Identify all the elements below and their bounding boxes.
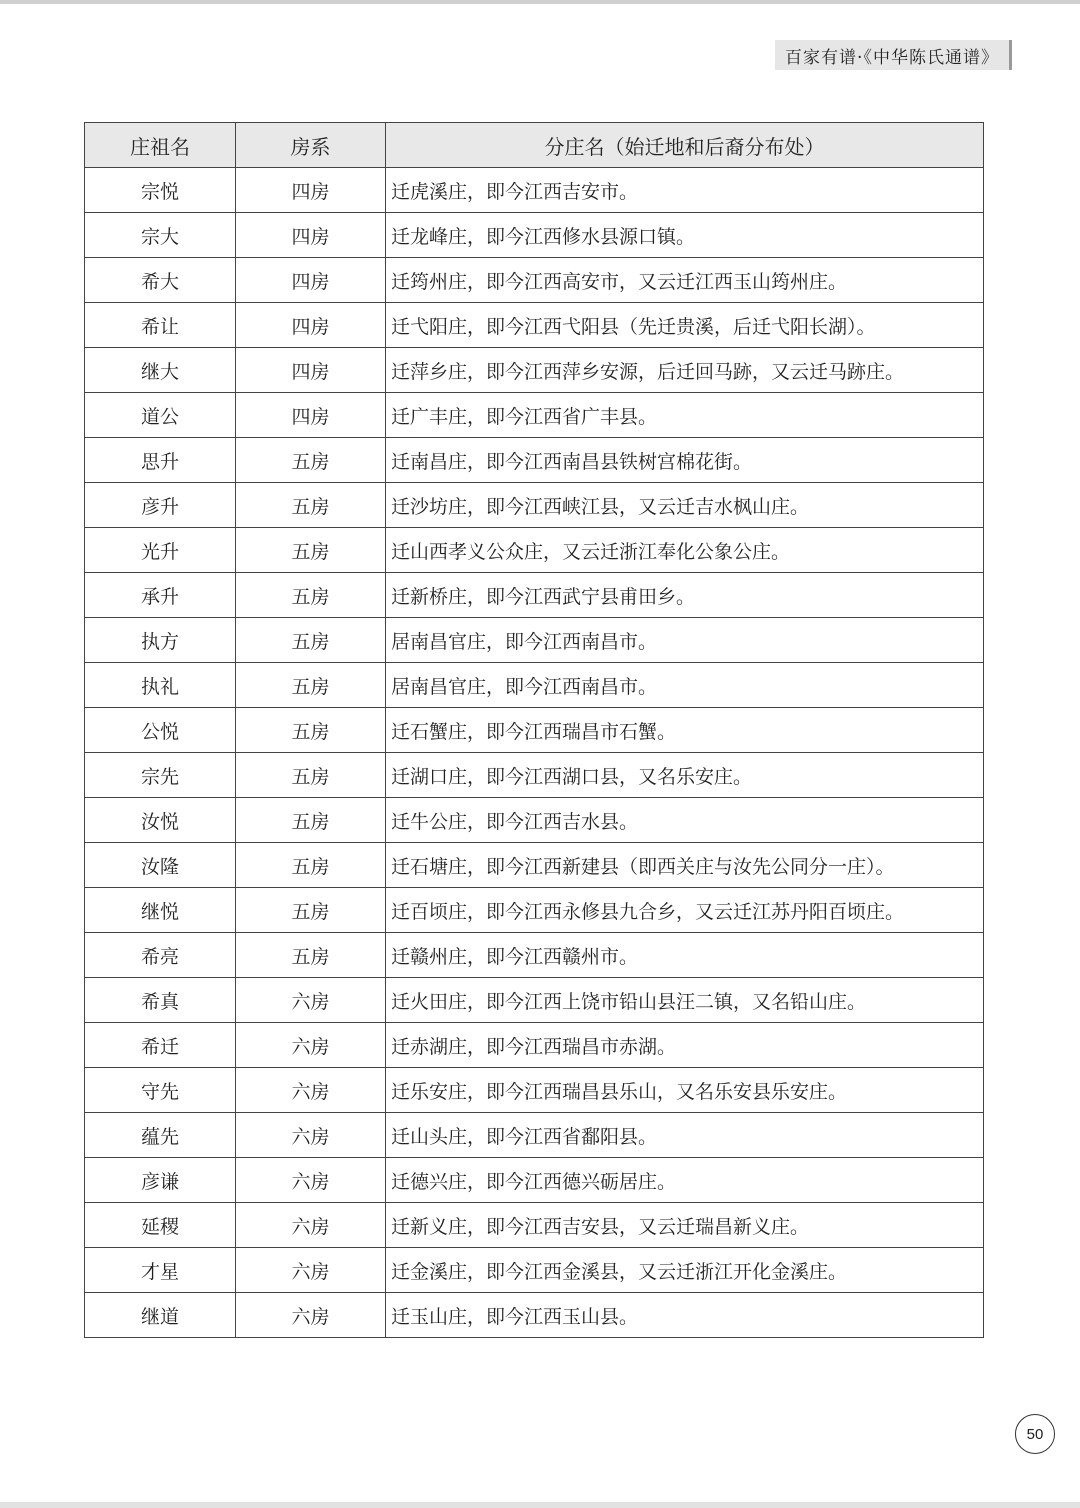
settlement-cell: 迁萍乡庄，即今江西萍乡安源，后迁回马跡，又云迁马跡庄。 (386, 348, 984, 393)
settlement-cell: 迁龙峰庄，即今江西修水县源口镇。 (386, 213, 984, 258)
ancestor-name-cell: 汝隆 (85, 843, 236, 888)
running-header-title: 百家有谱·《中华陈氏通谱》 (785, 47, 999, 68)
settlement-cell: 迁广丰庄，即今江西省广丰县。 (386, 393, 984, 438)
ancestor-name-cell: 希真 (85, 978, 236, 1023)
table-body (85, 168, 984, 1338)
ancestor-name-cell: 承升 (85, 573, 236, 618)
ancestor-name-cell: 希大 (85, 258, 236, 303)
table-row (85, 933, 984, 978)
settlement-cell: 居南昌官庄，即今江西南昌市。 (386, 618, 984, 663)
settlement-cell: 居南昌官庄，即今江西南昌市。 (386, 663, 984, 708)
settlement-cell: 迁赣州庄，即今江西赣州市。 (386, 933, 984, 978)
table-row (85, 213, 984, 258)
ancestor-name-cell: 继大 (85, 348, 236, 393)
ancestor-name-cell: 希迁 (85, 1023, 236, 1068)
branch-cell: 六房 (236, 1248, 386, 1293)
branch-cell: 四房 (236, 168, 386, 213)
ancestor-name-cell: 道公 (85, 393, 236, 438)
running-header (775, 40, 1012, 70)
table-row (85, 258, 984, 303)
table-row (85, 573, 984, 618)
settlement-cell: 迁金溪庄，即今江西金溪县，又云迁浙江开化金溪庄。 (386, 1248, 984, 1293)
branch-cell: 四房 (236, 348, 386, 393)
branch-cell: 五房 (236, 438, 386, 483)
ancestor-name-cell: 继悦 (85, 888, 236, 933)
branch-cell: 五房 (236, 933, 386, 978)
settlement-cell: 迁石塘庄，即今江西新建县（即西关庄与汝先公同分一庄）。 (386, 843, 984, 888)
settlement-cell: 迁石蟹庄，即今江西瑞昌市石蟹。 (386, 708, 984, 753)
settlement-cell: 迁赤湖庄，即今江西瑞昌市赤湖。 (386, 1023, 984, 1068)
branch-cell: 五房 (236, 573, 386, 618)
branch-cell: 五房 (236, 843, 386, 888)
settlement-cell: 迁火田庄，即今江西上饶市铅山县汪二镇，又名铅山庄。 (386, 978, 984, 1023)
table-row (85, 393, 984, 438)
branch-cell: 五房 (236, 798, 386, 843)
branch-cell: 六房 (236, 1023, 386, 1068)
branch-cell: 五房 (236, 888, 386, 933)
branch-cell: 六房 (236, 1158, 386, 1203)
ancestor-name-cell: 才星 (85, 1248, 236, 1293)
branch-cell: 五房 (236, 528, 386, 573)
branch-cell: 六房 (236, 978, 386, 1023)
branch-cell: 六房 (236, 1293, 386, 1338)
settlement-cell: 迁筠州庄，即今江西高安市，又云迁江西玉山筠州庄。 (386, 258, 984, 303)
table-row (85, 483, 984, 528)
ancestor-name-cell: 继道 (85, 1293, 236, 1338)
ancestor-name-cell: 思升 (85, 438, 236, 483)
table-row (85, 303, 984, 348)
settlement-cell: 迁乐安庄，即今江西瑞昌县乐山，又名乐安县乐安庄。 (386, 1068, 984, 1113)
table-row (85, 438, 984, 483)
branch-cell: 五房 (236, 708, 386, 753)
settlement-cell: 迁虎溪庄，即今江西吉安市。 (386, 168, 984, 213)
ancestor-name-cell: 执礼 (85, 663, 236, 708)
table-row (85, 753, 984, 798)
ancestor-name-cell: 守先 (85, 1068, 236, 1113)
ancestor-name-cell: 彦升 (85, 483, 236, 528)
ancestor-name-cell: 蕴先 (85, 1113, 236, 1158)
ancestor-name-cell: 光升 (85, 528, 236, 573)
scan-top-edge (0, 0, 1080, 4)
column-header-settlement: 分庄名（始迁地和后裔分布处） (386, 123, 984, 168)
ancestor-name-cell: 宗先 (85, 753, 236, 798)
table-row (85, 1203, 984, 1248)
settlement-cell: 迁牛公庄，即今江西吉水县。 (386, 798, 984, 843)
page-number-badge (1015, 1414, 1055, 1454)
settlement-cell: 迁玉山庄，即今江西玉山县。 (386, 1293, 984, 1338)
column-header-ancestor: 庄祖名 (85, 123, 236, 168)
branch-cell: 五房 (236, 663, 386, 708)
table-row (85, 1068, 984, 1113)
branch-cell: 六房 (236, 1068, 386, 1113)
ancestor-name-cell: 宗悦 (85, 168, 236, 213)
table-row (85, 1113, 984, 1158)
table-row (85, 888, 984, 933)
ancestor-name-cell: 希让 (85, 303, 236, 348)
table-row (85, 1248, 984, 1293)
settlement-cell: 迁百顷庄，即今江西永修县九合乡，又云迁江苏丹阳百顷庄。 (386, 888, 984, 933)
branch-cell: 四房 (236, 303, 386, 348)
branch-cell: 五房 (236, 483, 386, 528)
table-row (85, 348, 984, 393)
table-row (85, 1158, 984, 1203)
ancestor-name-cell: 希亮 (85, 933, 236, 978)
table-row (85, 798, 984, 843)
ancestor-name-cell: 执方 (85, 618, 236, 663)
ancestor-name-cell: 延稷 (85, 1203, 236, 1248)
table-row (85, 978, 984, 1023)
ancestor-name-cell: 彦谦 (85, 1158, 236, 1203)
table-row (85, 663, 984, 708)
table-row (85, 843, 984, 888)
branch-cell: 四房 (236, 393, 386, 438)
branch-cell: 四房 (236, 213, 386, 258)
ancestor-name-cell: 汝悦 (85, 798, 236, 843)
table-row (85, 528, 984, 573)
settlement-cell: 迁南昌庄，即今江西南昌县铁树宫棉花街。 (386, 438, 984, 483)
branch-cell: 四房 (236, 258, 386, 303)
branch-cell: 五房 (236, 753, 386, 798)
settlement-cell: 迁山头庄，即今江西省鄱阳县。 (386, 1113, 984, 1158)
scan-bottom-edge (0, 1502, 1080, 1508)
table-row (85, 168, 984, 213)
settlement-cell: 迁湖口庄，即今江西湖口县，又名乐安庄。 (386, 753, 984, 798)
branch-cell: 五房 (236, 618, 386, 663)
column-header-branch: 房系 (236, 123, 386, 168)
settlement-cell: 迁德兴庄，即今江西德兴砺居庄。 (386, 1158, 984, 1203)
table-row (85, 708, 984, 753)
branch-cell: 六房 (236, 1113, 386, 1158)
branch-settlement-table (84, 122, 984, 1338)
ancestor-name-cell: 公悦 (85, 708, 236, 753)
settlement-cell: 迁山西孝义公众庄，又云迁浙江奉化公象公庄。 (386, 528, 984, 573)
settlement-cell: 迁弋阳庄，即今江西弋阳县（先迁贵溪，后迁弋阳长湖）。 (386, 303, 984, 348)
ancestor-name-cell: 宗大 (85, 213, 236, 258)
table-row (85, 1293, 984, 1338)
table-row (85, 618, 984, 663)
settlement-cell: 迁沙坊庄，即今江西峡江县，又云迁吉水枫山庄。 (386, 483, 984, 528)
table-row (85, 1023, 984, 1068)
page-number: 50 (1026, 1425, 1044, 1443)
table-header-row (85, 123, 984, 168)
branch-cell: 六房 (236, 1203, 386, 1248)
settlement-cell: 迁新桥庄，即今江西武宁县甫田乡。 (386, 573, 984, 618)
settlement-cell: 迁新义庄，即今江西吉安县，又云迁瑞昌新义庄。 (386, 1203, 984, 1248)
